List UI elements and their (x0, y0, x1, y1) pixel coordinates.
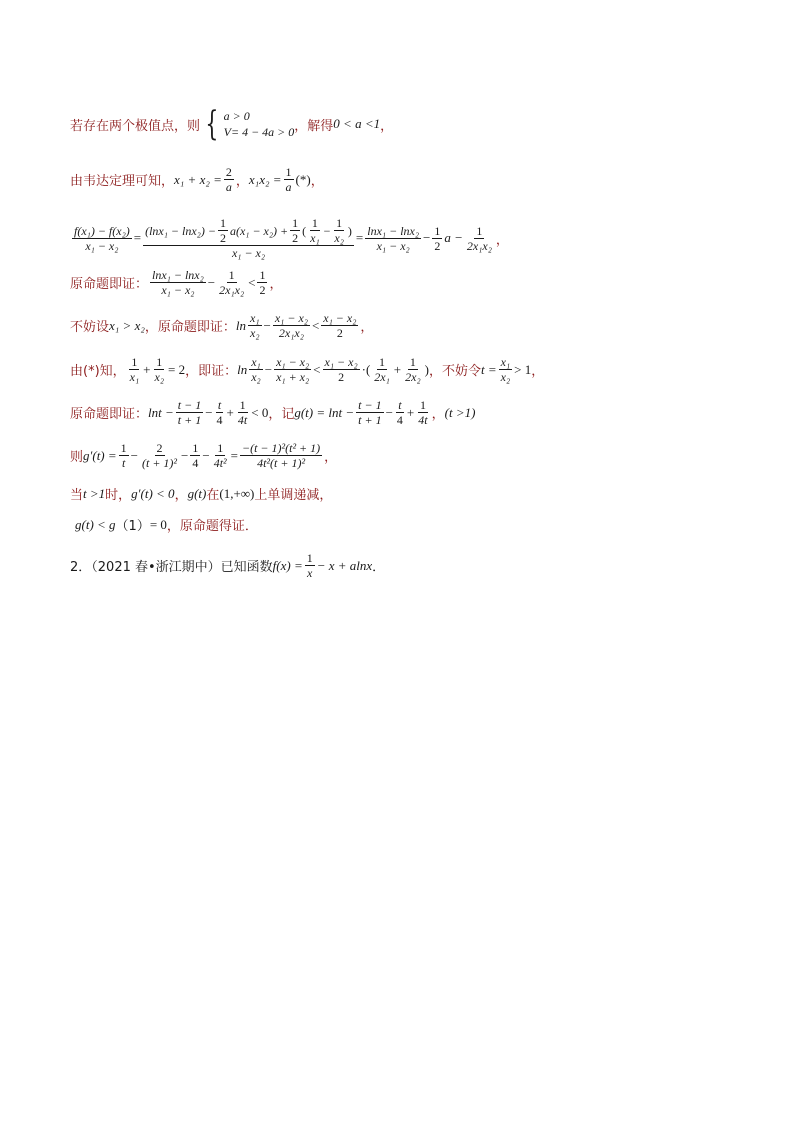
line-assume (70, 311, 373, 340)
numerator: x₁ − x₂ (323, 311, 357, 325)
text-prefix: 不妨设 (70, 320, 110, 335)
denominator: 2x₂ (405, 370, 421, 384)
denominator: x (307, 566, 313, 580)
text-suffix: ， (360, 320, 374, 335)
paren: ( (302, 223, 307, 238)
fraction (150, 268, 206, 297)
text-suffix: ， (531, 364, 545, 379)
fraction (372, 355, 392, 384)
numerator: 1 (259, 268, 266, 282)
denominator: x₁ (129, 370, 140, 384)
denominator: t + 1 (358, 413, 382, 427)
text-prefix: 原命题即证： (70, 407, 149, 422)
numerator: t (398, 398, 402, 412)
numerator: x₁ − x₂ (324, 355, 358, 369)
text-middle: ，即证： (185, 364, 238, 379)
interval: (1,+∞) (219, 485, 255, 501)
fraction (212, 441, 229, 470)
numerator: x₁ (250, 311, 260, 325)
fraction (236, 398, 249, 427)
problem-2-statement (70, 551, 385, 580)
text-prefix: 若存在两个极值点，则 (70, 118, 201, 134)
fraction (215, 398, 225, 427)
denominator: t + 1 (177, 413, 202, 427)
line-conclusion (75, 515, 258, 534)
text-middle: ，记 (268, 407, 295, 422)
numerator: 1 (306, 551, 313, 565)
text-suffix: ， (324, 450, 338, 465)
denominator: x₂ (500, 370, 511, 384)
denominator: 2x₁x₂ (278, 326, 304, 340)
numerator: 1 (476, 223, 483, 238)
text-middle: 在 (206, 488, 220, 503)
denominator: 4 (396, 413, 403, 427)
equals: = (230, 447, 238, 463)
denominator: x₁ − x₂ (161, 283, 195, 297)
numerator: f(x₁) − f(x₂) (74, 223, 130, 238)
text-suffix: ． (372, 560, 386, 575)
minus: − (181, 447, 189, 463)
term: a − (444, 230, 463, 245)
text-suffix: ， (269, 277, 283, 292)
text-prefix: 当 (70, 488, 84, 503)
equals-zero: = 0 (149, 516, 167, 532)
numerator: 1 (239, 398, 246, 412)
numerator: 1 (217, 441, 224, 455)
line-derivative (70, 441, 337, 470)
remaining-terms: − x + alnx (316, 557, 373, 573)
fraction (499, 355, 513, 384)
text-suffix: ， (495, 232, 509, 248)
fraction (119, 441, 129, 470)
numerator: x₁ − x₂ (276, 355, 310, 369)
fraction (248, 311, 262, 340)
less-than: < (248, 274, 256, 290)
line-proposition-1 (70, 268, 282, 297)
denominator: 2 (338, 370, 345, 384)
fraction (308, 216, 322, 245)
denominator: x₂ (154, 370, 164, 384)
numerator: t (217, 398, 222, 412)
paren: ) (347, 223, 352, 238)
math-product: x₁x₂ = (248, 171, 282, 187)
equals: = (355, 230, 364, 245)
denominator: 4t² (213, 456, 227, 470)
denominator: a (285, 180, 292, 194)
fraction (249, 355, 263, 384)
fraction (240, 441, 322, 470)
paren: ) (424, 361, 429, 377)
term: a(x₁ − x₂) + (229, 223, 289, 238)
argument-one: （1） (115, 519, 150, 534)
line-extreme-condition (70, 104, 394, 144)
numerator: lnx₁ − lnx₂ (152, 268, 204, 282)
line-vieta (70, 165, 324, 194)
line-substitution (70, 355, 544, 384)
denominator: x₂ (250, 326, 260, 340)
minus: − (385, 404, 393, 420)
numerator: 1 (419, 398, 426, 412)
fraction (128, 355, 142, 384)
fraction (321, 311, 358, 340)
denominator: x₁ + x₂ (276, 370, 310, 384)
denominator: x₂ (251, 370, 261, 384)
denominator: x₁ − x₂ (85, 238, 119, 253)
fraction (224, 165, 234, 194)
g-definition: g(t) = lnt − (294, 404, 355, 420)
denominator: x₁ (310, 231, 320, 245)
denominator: 4 (192, 456, 199, 470)
math-sum: x₁ + x₂ = (174, 171, 222, 187)
fraction (432, 224, 442, 253)
fx: f(x) = (272, 557, 303, 573)
numerator: t − 1 (177, 398, 202, 412)
numerator: t − 1 (358, 398, 382, 412)
text-middle: ，原命题即证： (144, 320, 236, 335)
fraction (274, 355, 311, 384)
separator: ， (431, 407, 445, 422)
star-mark: (*) (295, 171, 311, 187)
minus: − (207, 274, 216, 290)
inequality-system (224, 108, 295, 140)
text-suffix: ， (310, 174, 324, 189)
fraction (257, 268, 267, 297)
t-equals: t = (480, 361, 497, 377)
fraction (284, 165, 294, 194)
minus: − (423, 230, 431, 245)
numerator: lnx₁ − lnx₂ (367, 223, 420, 238)
text-prefix: 由韦达定理可知， (70, 174, 175, 189)
text-suffix: ，原命题得证． (166, 519, 258, 534)
ln: ln (237, 361, 248, 377)
text-middle: ，不妨令 (428, 364, 481, 379)
domain: (t >1) (444, 404, 476, 420)
fraction (416, 398, 429, 427)
equals-two: = 2 (168, 361, 186, 377)
condition: t >1 (83, 485, 106, 501)
denominator: 2 (259, 283, 266, 297)
fraction (153, 355, 167, 384)
g-prime: g′(t) = (83, 447, 117, 463)
fraction (190, 441, 200, 470)
fraction (332, 216, 346, 245)
lhs-fraction (72, 224, 132, 253)
equals: = (133, 230, 142, 245)
denominator: 4 (216, 413, 223, 427)
plus: + (143, 361, 151, 377)
denominator: 2x₁x₂ (466, 238, 492, 253)
fraction (305, 551, 315, 580)
denominator: 4t (418, 413, 428, 427)
fraction (273, 311, 310, 340)
math-result: 0 < a <1 (333, 116, 381, 131)
denominator: 2 (219, 231, 226, 245)
denominator: (t + 1)² (142, 456, 178, 470)
denominator: a (225, 180, 232, 194)
denominator: x₁ − x₂ (376, 238, 410, 253)
fraction (217, 268, 246, 297)
denominator: 2 (336, 326, 343, 340)
lnt: lnt − (148, 404, 174, 420)
g-prime-negative: g′(t) < 0 (131, 485, 175, 501)
minus: − (130, 447, 138, 463)
text-prefix: 由(*)知， (70, 364, 126, 379)
text-prefix: 原命题即证： (70, 277, 149, 292)
fraction (140, 441, 179, 470)
separator: ， (174, 488, 188, 503)
rhs-fraction (365, 224, 421, 253)
numerator: 1 (434, 223, 441, 238)
fraction (403, 355, 423, 384)
text-middle: 时， (105, 488, 132, 503)
problem-number: 2．（2021 春•浙江期中）已知函数 (70, 560, 273, 575)
left-brace: { (205, 104, 219, 144)
numerator: 1 (336, 216, 343, 230)
denominator: 2 (434, 238, 441, 253)
plus: + (406, 404, 415, 420)
minus: − (264, 361, 273, 377)
line-difference-quotient (70, 216, 509, 260)
numerator: 1 (192, 441, 199, 455)
denominator: 2 (292, 231, 299, 245)
fraction (465, 224, 494, 253)
less-than-zero: < 0 (251, 404, 269, 420)
numerator: −(t − 1)²(t² + 1) (242, 441, 321, 455)
numerator: x₁ (500, 355, 511, 369)
numerator: 2 (156, 441, 163, 455)
numerator: 2 (225, 165, 232, 179)
minus: − (323, 223, 331, 238)
numerator: 1 (311, 216, 318, 230)
fraction (395, 398, 405, 427)
line-monotonic (70, 484, 332, 503)
text-suffix: ， (380, 118, 394, 134)
fraction (323, 355, 360, 384)
numerator: 1 (156, 355, 163, 369)
fraction (218, 216, 228, 245)
denominator: x₂ (334, 231, 344, 245)
numerator: 1 (219, 216, 226, 230)
numerator: 1 (379, 355, 386, 369)
numerator: 1 (409, 355, 416, 369)
denominator: x₁ − x₂ (231, 246, 266, 260)
expression: g(t) < g (75, 516, 116, 532)
less-than: < (311, 317, 320, 333)
condition: x₁ > x₂ (109, 317, 145, 333)
denominator: 2x₁ (374, 370, 390, 384)
mid-fraction (143, 216, 354, 260)
denominator: 4t²(t + 1)² (257, 456, 306, 470)
minus: − (263, 317, 271, 333)
numerator: 1 (292, 216, 299, 230)
numerator (143, 216, 354, 246)
system-top: a > 0 (223, 109, 250, 123)
minus: − (202, 447, 210, 463)
numerator: 1 (228, 268, 235, 282)
plus: + (226, 404, 234, 420)
numerator: 1 (131, 355, 138, 369)
minus: − (205, 404, 213, 420)
text-prefix: 则 (70, 450, 84, 465)
numerator: 1 (285, 165, 292, 179)
term: (lnx₁ − lnx₂) − (145, 223, 216, 238)
g-function: g(t) (187, 485, 207, 501)
fraction (176, 398, 203, 427)
fraction (290, 216, 300, 245)
separator: ， (235, 174, 249, 189)
text-suffix: 上单调递减， (254, 488, 333, 503)
text-middle: ，解得 (294, 118, 334, 134)
numerator: x₁ (251, 355, 261, 369)
numerator: x₁ − x₂ (274, 311, 308, 325)
denominator: t (121, 456, 126, 470)
line-define-g (70, 398, 475, 427)
system-bottom: V= 4 − 4a > 0 (223, 125, 295, 139)
fraction (356, 398, 383, 427)
dot-paren: ·( (361, 361, 371, 377)
numerator: 1 (120, 441, 127, 455)
denominator: 4t (237, 413, 248, 427)
ln: ln (235, 317, 247, 333)
greater-than-one: > 1 (514, 361, 532, 377)
less-than: < (313, 361, 321, 377)
denominator: 2x₁x₂ (219, 283, 245, 297)
plus: + (393, 361, 402, 377)
